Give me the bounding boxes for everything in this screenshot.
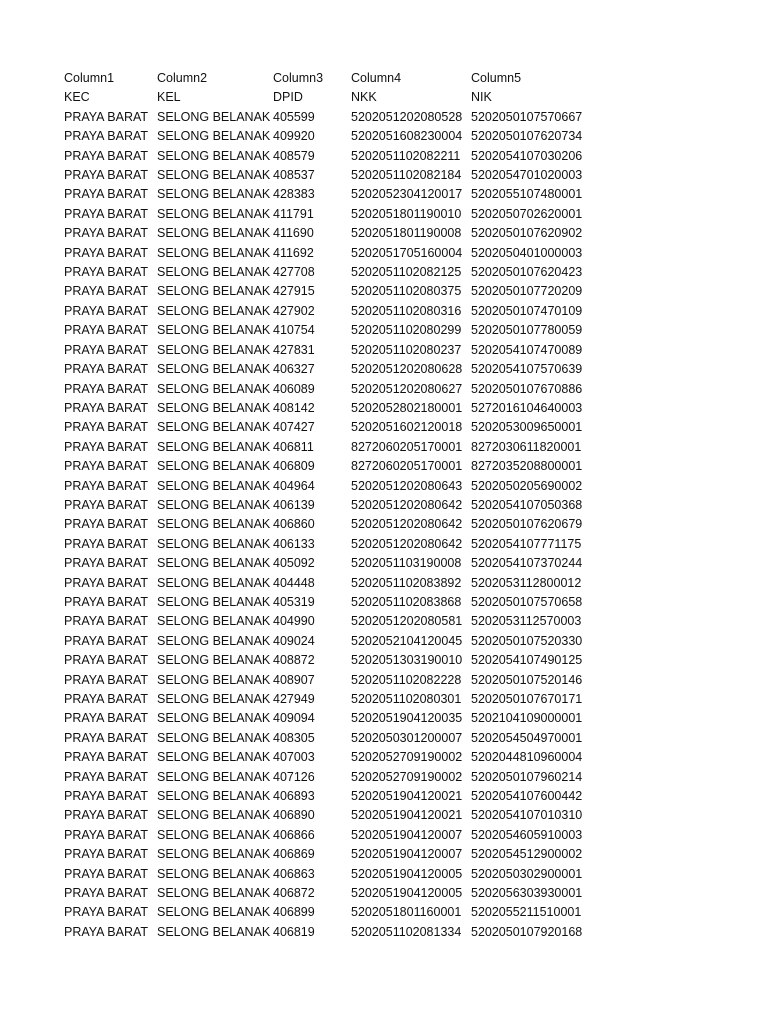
- table-body: [64, 69, 596, 942]
- nik-cell[interactable]: 5202054701020003: [471, 168, 583, 183]
- column-header-cell[interactable]: Column2: [157, 71, 208, 85]
- kel-cell[interactable]: SELONG BELANAK: [157, 342, 271, 357]
- table-row: [64, 147, 596, 166]
- kec-cell[interactable]: PRAYA BARAT: [64, 303, 149, 318]
- field-name-cell[interactable]: NIK: [471, 90, 492, 105]
- kec-cell[interactable]: PRAYA BARAT: [64, 808, 149, 823]
- column-header-row: [64, 69, 596, 88]
- dpid-cell[interactable]: 406809: [273, 459, 315, 474]
- dpid-cell[interactable]: 405599: [273, 109, 315, 124]
- column-header-cell[interactable]: Column1: [64, 71, 115, 85]
- kel-cell[interactable]: SELONG BELANAK: [157, 439, 271, 454]
- kec-cell[interactable]: PRAYA BARAT: [64, 265, 149, 280]
- table-row: [64, 554, 596, 573]
- nik-cell[interactable]: 5202050107470109: [471, 303, 583, 318]
- kec-cell[interactable]: PRAYA BARAT: [64, 459, 149, 474]
- kel-cell[interactable]: SELONG BELANAK: [157, 459, 271, 474]
- nkk-cell[interactable]: 5202051202080627: [351, 381, 463, 396]
- dpid-cell[interactable]: 408907: [273, 672, 315, 687]
- nkk-cell[interactable]: 5202051904120005: [351, 866, 463, 881]
- nkk-cell[interactable]: 5202051102080301: [351, 692, 462, 706]
- kel-cell[interactable]: SELONG BELANAK: [157, 827, 271, 842]
- nkk-cell[interactable]: 5202052304120017: [351, 187, 463, 202]
- nkk-cell[interactable]: 5202052709190002: [351, 750, 463, 765]
- nkk-cell[interactable]: 5202051202080643: [351, 478, 463, 493]
- dpid-cell[interactable]: 427831: [273, 342, 315, 357]
- kel-cell[interactable]: SELONG BELANAK: [157, 381, 271, 396]
- nkk-cell[interactable]: 5202051303190010: [351, 653, 463, 668]
- dpid-cell[interactable]: 427949: [273, 692, 315, 706]
- table-row: [64, 282, 596, 301]
- kec-cell[interactable]: PRAYA BARAT: [64, 905, 149, 920]
- kel-cell[interactable]: SELONG BELANAK: [157, 769, 271, 784]
- field-name-cell[interactable]: KEL: [157, 90, 181, 105]
- kec-cell[interactable]: PRAYA BARAT: [64, 148, 149, 163]
- column-header-cell[interactable]: Column3: [273, 71, 324, 85]
- kel-cell[interactable]: SELONG BELANAK: [157, 886, 271, 901]
- nkk-cell[interactable]: 5202051102083868: [351, 594, 462, 609]
- kel-cell[interactable]: SELONG BELANAK: [157, 323, 271, 338]
- dpid-cell[interactable]: 406860: [273, 517, 315, 532]
- nkk-cell[interactable]: 5202051202080628: [351, 362, 463, 377]
- table-row: [64, 748, 596, 767]
- dpid-cell[interactable]: 408872: [273, 653, 315, 668]
- nik-cell[interactable]: 5202050107520146: [471, 672, 583, 687]
- nik-cell[interactable]: 8272035208800001: [471, 459, 583, 474]
- dpid-cell[interactable]: 427902: [273, 303, 315, 318]
- dpid-cell[interactable]: 427708: [273, 265, 315, 280]
- field-name-row: [64, 88, 596, 107]
- kel-cell[interactable]: SELONG BELANAK: [157, 187, 271, 202]
- nik-cell[interactable]: 5202050107670171: [471, 692, 583, 706]
- kel-cell[interactable]: SELONG BELANAK: [157, 129, 271, 144]
- nik-cell[interactable]: 5202050107620423: [471, 265, 583, 280]
- table-row: [64, 671, 596, 690]
- field-name-cell[interactable]: NKK: [351, 90, 377, 105]
- kel-cell[interactable]: SELONG BELANAK: [157, 905, 271, 920]
- kec-cell[interactable]: PRAYA BARAT: [64, 439, 149, 454]
- table-row: [64, 205, 596, 224]
- kec-cell[interactable]: PRAYA BARAT: [64, 789, 149, 804]
- nkk-cell[interactable]: 5202051202080642: [351, 536, 463, 551]
- dpid-cell[interactable]: 408142: [273, 400, 315, 415]
- kel-cell[interactable]: SELONG BELANAK: [157, 730, 271, 745]
- nkk-cell[interactable]: 5202051103190008: [351, 556, 462, 571]
- table-row: [64, 302, 596, 321]
- nkk-cell[interactable]: 5202051102080375: [351, 284, 462, 299]
- table-row: [64, 341, 596, 360]
- nik-cell[interactable]: 5202050107520330: [471, 633, 583, 648]
- kel-cell[interactable]: SELONG BELANAK: [157, 265, 271, 280]
- kec-cell[interactable]: PRAYA BARAT: [64, 536, 149, 551]
- nkk-cell[interactable]: 5202052802180001: [351, 400, 463, 415]
- nkk-cell[interactable]: 5202051904120007: [351, 847, 463, 862]
- dpid-cell[interactable]: 406866: [273, 827, 315, 842]
- nkk-cell[interactable]: 5202051602120018: [351, 420, 463, 435]
- kel-cell[interactable]: SELONG BELANAK: [157, 633, 271, 648]
- kel-cell[interactable]: SELONG BELANAK: [157, 400, 271, 415]
- table-row: [64, 496, 596, 515]
- table-row: [64, 263, 596, 282]
- nkk-cell[interactable]: 5202052104120045: [351, 633, 463, 648]
- dpid-cell[interactable]: 406893: [273, 789, 315, 804]
- kec-cell[interactable]: PRAYA BARAT: [64, 575, 149, 590]
- kec-cell[interactable]: PRAYA BARAT: [64, 866, 149, 881]
- kec-cell[interactable]: PRAYA BARAT: [64, 400, 149, 415]
- table-row: [64, 418, 596, 437]
- table-row: [64, 632, 596, 651]
- table-row: [64, 399, 596, 418]
- dpid-cell[interactable]: 409920: [273, 129, 315, 144]
- table-row: [64, 185, 596, 204]
- table-row: [64, 593, 596, 612]
- table-row: [64, 380, 596, 399]
- kec-cell[interactable]: PRAYA BARAT: [64, 672, 149, 687]
- kec-cell[interactable]: PRAYA BARAT: [64, 692, 149, 706]
- spreadsheet: [64, 69, 744, 942]
- table-row: [64, 108, 596, 127]
- nik-cell[interactable]: 5272016104640003: [471, 400, 583, 415]
- nkk-cell[interactable]: 8272060205170001: [351, 439, 463, 454]
- dpid-cell[interactable]: 406899: [273, 905, 315, 920]
- kel-cell[interactable]: SELONG BELANAK: [157, 750, 271, 765]
- nkk-cell[interactable]: 5202051904120005: [351, 886, 463, 901]
- dpid-cell[interactable]: 407003: [273, 750, 315, 765]
- table-row: [64, 612, 596, 631]
- dpid-cell[interactable]: 427915: [273, 284, 315, 299]
- kec-cell[interactable]: PRAYA BARAT: [64, 323, 149, 338]
- nik-cell[interactable]: 5202055211510001: [471, 905, 582, 920]
- dpid-cell[interactable]: 406869: [273, 847, 315, 862]
- kec-cell[interactable]: PRAYA BARAT: [64, 633, 149, 648]
- nkk-cell[interactable]: 5202051102082228: [351, 672, 462, 687]
- dpid-cell[interactable]: 406133: [273, 536, 315, 551]
- nik-cell[interactable]: 5202050107720209: [471, 284, 583, 299]
- kel-cell[interactable]: SELONG BELANAK: [157, 245, 271, 260]
- kec-cell[interactable]: PRAYA BARAT: [64, 517, 149, 532]
- dpid-cell[interactable]: 406863: [273, 866, 315, 881]
- nik-cell[interactable]: 8272030611820001: [471, 439, 582, 454]
- nik-cell[interactable]: 5202050401000003: [471, 245, 583, 260]
- dpid-cell[interactable]: 411692: [273, 245, 314, 260]
- kec-cell[interactable]: PRAYA BARAT: [64, 381, 149, 396]
- nkk-cell[interactable]: 5202051102080316: [351, 303, 462, 318]
- table-row: [64, 787, 596, 806]
- kec-cell[interactable]: PRAYA BARAT: [64, 827, 149, 842]
- dpid-cell[interactable]: 404964: [273, 478, 315, 493]
- kel-cell[interactable]: SELONG BELANAK: [157, 594, 271, 609]
- dpid-cell[interactable]: 411791: [273, 206, 314, 221]
- nik-cell[interactable]: 5202050205690002: [471, 478, 583, 493]
- kel-cell[interactable]: SELONG BELANAK: [157, 672, 271, 687]
- nik-cell[interactable]: 5202050107960214: [471, 769, 583, 784]
- kel-cell[interactable]: SELONG BELANAK: [157, 478, 271, 493]
- table-row: [64, 690, 596, 709]
- nik-cell[interactable]: 5202050107670886: [471, 381, 583, 396]
- nkk-cell[interactable]: 5202051102082184: [351, 168, 462, 183]
- kel-cell[interactable]: SELONG BELANAK: [157, 924, 271, 939]
- dpid-cell[interactable]: 408305: [273, 730, 315, 745]
- table-row: [64, 457, 596, 476]
- nik-cell[interactable]: 5202054107570639: [471, 362, 583, 377]
- nik-cell[interactable]: 5202054107030206: [471, 148, 583, 163]
- dpid-cell[interactable]: 406327: [273, 362, 315, 377]
- table-row: [64, 865, 596, 884]
- nkk-cell[interactable]: 8272060205170001: [351, 459, 463, 474]
- nik-cell[interactable]: 5202054107490125: [471, 653, 583, 668]
- table-row: [64, 127, 596, 146]
- nik-cell[interactable]: 5202050107570658: [471, 594, 583, 609]
- nkk-cell[interactable]: 5202051801190010: [351, 206, 462, 221]
- nkk-cell[interactable]: 5202051705160004: [351, 245, 463, 260]
- dpid-cell[interactable]: 406890: [273, 808, 315, 823]
- table-row: [64, 884, 596, 903]
- nkk-cell[interactable]: 5202051801190008: [351, 226, 462, 241]
- nik-cell[interactable]: 5202054107010310: [471, 808, 583, 823]
- kel-cell[interactable]: SELONG BELANAK: [157, 614, 271, 629]
- kec-cell[interactable]: PRAYA BARAT: [64, 614, 149, 629]
- nkk-cell[interactable]: 5202051801160001: [351, 905, 462, 920]
- table-row: [64, 166, 596, 185]
- kel-cell[interactable]: SELONG BELANAK: [157, 847, 271, 862]
- table-row: [64, 651, 596, 670]
- kec-cell[interactable]: PRAYA BARAT: [64, 556, 149, 571]
- table-row: [64, 923, 596, 942]
- kel-cell[interactable]: SELONG BELANAK: [157, 789, 271, 804]
- dpid-cell[interactable]: 404990: [273, 614, 315, 629]
- nik-cell[interactable]: 5202054512900002: [471, 847, 583, 862]
- kel-cell[interactable]: SELONG BELANAK: [157, 536, 271, 551]
- kec-cell[interactable]: PRAYA BARAT: [64, 362, 149, 377]
- kec-cell[interactable]: PRAYA BARAT: [64, 769, 149, 784]
- dpid-cell[interactable]: 407126: [273, 769, 315, 784]
- dpid-cell[interactable]: 408579: [273, 148, 315, 163]
- dpid-cell[interactable]: 406811: [273, 439, 314, 454]
- kec-cell[interactable]: PRAYA BARAT: [64, 226, 149, 241]
- nik-cell[interactable]: 5202050107620902: [471, 226, 583, 241]
- table-row: [64, 515, 596, 534]
- nik-cell[interactable]: 5202055107480001: [471, 187, 583, 202]
- kel-cell[interactable]: SELONG BELANAK: [157, 303, 271, 318]
- kec-cell[interactable]: PRAYA BARAT: [64, 653, 149, 668]
- nkk-cell[interactable]: 5202051202080642: [351, 517, 463, 532]
- kel-cell[interactable]: SELONG BELANAK: [157, 653, 271, 668]
- kec-cell[interactable]: PRAYA BARAT: [64, 847, 149, 862]
- kec-cell[interactable]: PRAYA BARAT: [64, 342, 149, 357]
- dpid-cell[interactable]: 410754: [273, 323, 315, 338]
- nik-cell[interactable]: 5202054107470089: [471, 342, 583, 357]
- kel-cell[interactable]: SELONG BELANAK: [157, 711, 271, 726]
- nkk-cell[interactable]: 5202051202080528: [351, 109, 463, 124]
- kec-cell[interactable]: PRAYA BARAT: [64, 750, 149, 765]
- kel-cell[interactable]: SELONG BELANAK: [157, 692, 271, 706]
- nik-cell[interactable]: 5202050107620679: [471, 517, 583, 532]
- nik-cell[interactable]: 5202056303930001: [471, 886, 583, 901]
- kel-cell[interactable]: SELONG BELANAK: [157, 148, 271, 163]
- nik-cell[interactable]: 5202053112800012: [471, 575, 582, 590]
- nik-cell[interactable]: 5202050107780059: [471, 323, 583, 338]
- kec-cell[interactable]: PRAYA BARAT: [64, 129, 149, 144]
- dpid-cell[interactable]: 404448: [273, 575, 315, 590]
- table-row: [64, 806, 596, 825]
- dpid-cell[interactable]: 406872: [273, 886, 315, 901]
- kel-cell[interactable]: SELONG BELANAK: [157, 808, 271, 823]
- nik-cell[interactable]: 5202054107370244: [471, 556, 583, 571]
- nik-cell[interactable]: 5202050107620734: [471, 129, 583, 144]
- nik-cell[interactable]: 5202050107570667: [471, 109, 583, 124]
- field-name-cell[interactable]: KEC: [64, 90, 90, 105]
- table-row: [64, 574, 596, 593]
- kec-cell[interactable]: PRAYA BARAT: [64, 497, 149, 512]
- nik-cell[interactable]: 5202054504970001: [471, 730, 583, 745]
- nkk-cell[interactable]: 5202051102080299: [351, 323, 462, 338]
- table-row: [64, 826, 596, 845]
- dpid-cell[interactable]: 405319: [273, 594, 315, 609]
- nkk-cell[interactable]: 5202051608230004: [351, 129, 463, 144]
- nkk-cell[interactable]: 5202051102082125: [351, 265, 462, 280]
- dpid-cell[interactable]: 428383: [273, 187, 315, 202]
- nkk-cell[interactable]: 5202051102083892: [351, 575, 462, 590]
- nkk-cell[interactable]: 5202050301200007: [351, 730, 463, 745]
- nkk-cell[interactable]: 5202051202080581: [351, 614, 463, 629]
- kel-cell[interactable]: SELONG BELANAK: [157, 575, 271, 590]
- table-row: [64, 768, 596, 787]
- kec-cell[interactable]: PRAYA BARAT: [64, 187, 149, 202]
- table-row: [64, 903, 596, 922]
- table-row: [64, 535, 596, 554]
- kel-cell[interactable]: SELONG BELANAK: [157, 168, 271, 183]
- field-name-cell[interactable]: DPID: [273, 90, 303, 105]
- kel-cell[interactable]: SELONG BELANAK: [157, 497, 271, 512]
- kec-cell[interactable]: PRAYA BARAT: [64, 594, 149, 609]
- nik-cell[interactable]: 5202050302900001: [471, 866, 583, 881]
- nik-cell[interactable]: 5202054107050368: [471, 497, 583, 512]
- kec-cell[interactable]: PRAYA BARAT: [64, 109, 149, 124]
- column-header-cell[interactable]: Column5: [471, 71, 522, 85]
- nkk-cell[interactable]: 5202051904120007: [351, 827, 463, 842]
- nkk-cell[interactable]: 5202051102081334: [351, 924, 462, 939]
- table-row: [64, 709, 596, 728]
- kec-cell[interactable]: PRAYA BARAT: [64, 245, 149, 260]
- data-table: [64, 69, 596, 942]
- nkk-cell[interactable]: 5202051904120021: [351, 808, 463, 823]
- kec-cell[interactable]: PRAYA BARAT: [64, 206, 149, 221]
- nkk-cell[interactable]: 5202051904120021: [351, 789, 463, 804]
- kel-cell[interactable]: SELONG BELANAK: [157, 556, 271, 571]
- dpid-cell[interactable]: 405092: [273, 556, 315, 571]
- dpid-cell[interactable]: 406089: [273, 381, 315, 396]
- nkk-cell[interactable]: 5202051102080237: [351, 342, 462, 357]
- kel-cell[interactable]: SELONG BELANAK: [157, 109, 271, 124]
- table-row: [64, 360, 596, 379]
- nkk-cell[interactable]: 5202052709190002: [351, 769, 463, 784]
- table-row: [64, 321, 596, 340]
- nik-cell[interactable]: 5202053112570003: [471, 614, 582, 629]
- table-row: [64, 438, 596, 457]
- kec-cell[interactable]: PRAYA BARAT: [64, 478, 149, 493]
- dpid-cell[interactable]: 407427: [273, 420, 315, 435]
- kel-cell[interactable]: SELONG BELANAK: [157, 420, 271, 435]
- nik-cell[interactable]: 5202054107771175: [471, 536, 582, 551]
- table-row: [64, 244, 596, 263]
- nik-cell[interactable]: 5202054107600442: [471, 789, 583, 804]
- dpid-cell[interactable]: 409024: [273, 633, 315, 648]
- nkk-cell[interactable]: 5202051202080642: [351, 497, 463, 512]
- table-row: [64, 224, 596, 243]
- kel-cell[interactable]: SELONG BELANAK: [157, 284, 271, 299]
- dpid-cell[interactable]: 406819: [273, 924, 315, 939]
- nik-cell[interactable]: 5202044810960004: [471, 750, 583, 765]
- dpid-cell[interactable]: 411690: [273, 226, 314, 241]
- dpid-cell[interactable]: 408537: [273, 168, 315, 183]
- table-row: [64, 477, 596, 496]
- table-row: [64, 729, 596, 748]
- dpid-cell[interactable]: 409094: [273, 711, 315, 726]
- kel-cell[interactable]: SELONG BELANAK: [157, 226, 271, 241]
- kec-cell[interactable]: PRAYA BARAT: [64, 168, 149, 183]
- kec-cell[interactable]: PRAYA BARAT: [64, 420, 149, 435]
- nik-cell[interactable]: 5202050107920168: [471, 924, 583, 939]
- nkk-cell[interactable]: 5202051102082211: [351, 148, 461, 163]
- nik-cell[interactable]: 5202104109000001: [471, 711, 583, 726]
- kel-cell[interactable]: SELONG BELANAK: [157, 206, 271, 221]
- kec-cell[interactable]: PRAYA BARAT: [64, 924, 149, 939]
- kec-cell[interactable]: PRAYA BARAT: [64, 711, 149, 726]
- table-row: [64, 845, 596, 864]
- column-header-cell[interactable]: Column4: [351, 71, 402, 85]
- nik-cell[interactable]: 5202050702620001: [471, 206, 583, 221]
- nik-cell[interactable]: 5202053009650001: [471, 420, 583, 435]
- kec-cell[interactable]: PRAYA BARAT: [64, 730, 149, 745]
- kel-cell[interactable]: SELONG BELANAK: [157, 866, 271, 881]
- kec-cell[interactable]: PRAYA BARAT: [64, 886, 149, 901]
- kel-cell[interactable]: SELONG BELANAK: [157, 362, 271, 377]
- dpid-cell[interactable]: 406139: [273, 497, 315, 512]
- nik-cell[interactable]: 5202054605910003: [471, 827, 583, 842]
- nkk-cell[interactable]: 5202051904120035: [351, 711, 463, 726]
- kel-cell[interactable]: SELONG BELANAK: [157, 517, 271, 532]
- kec-cell[interactable]: PRAYA BARAT: [64, 284, 149, 299]
